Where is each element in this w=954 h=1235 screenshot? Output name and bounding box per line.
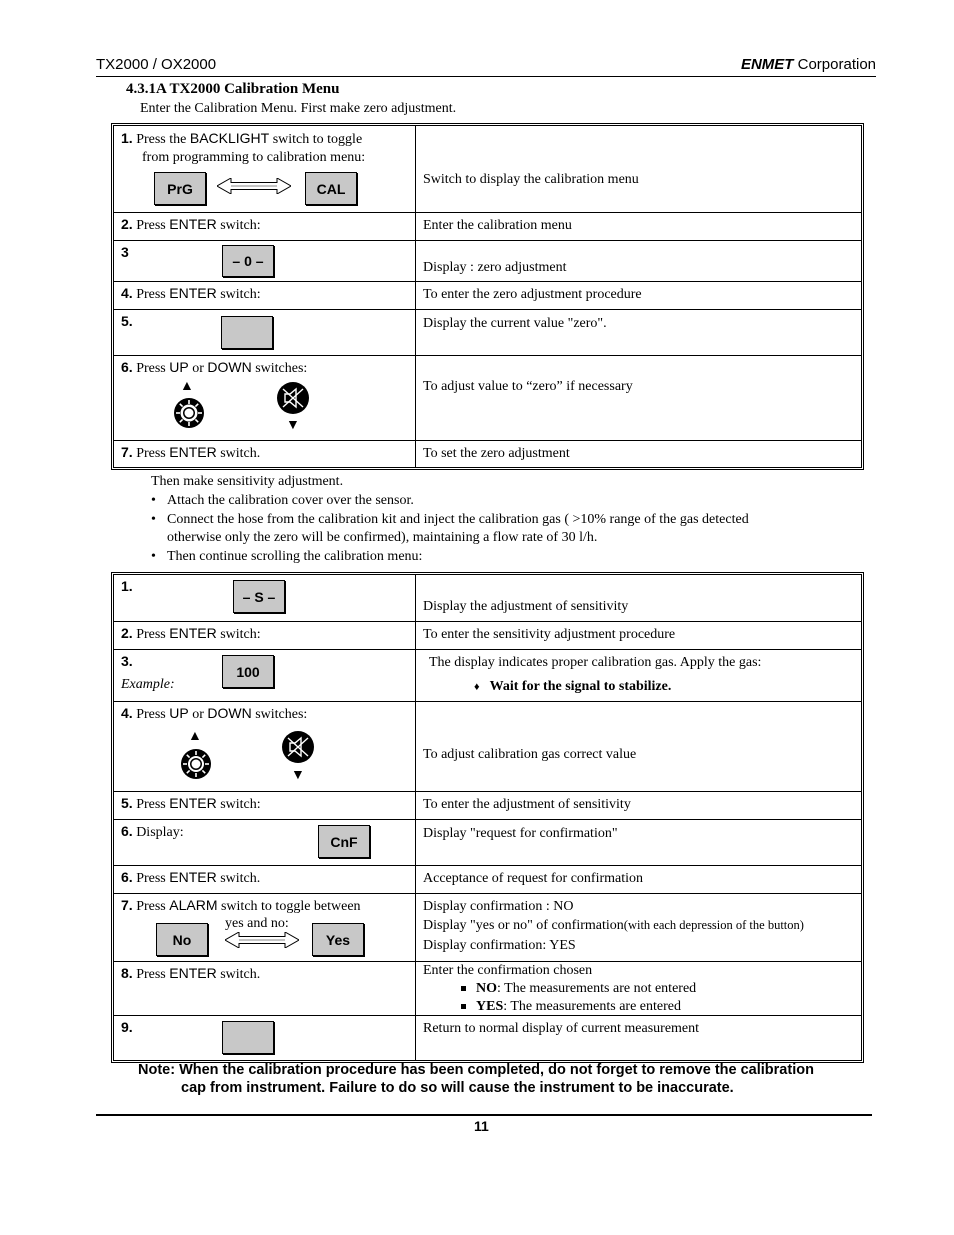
display-yes: Yes <box>312 923 364 956</box>
step-description: To adjust value to “zero” if necessary <box>423 379 633 394</box>
switch-name: ENTER <box>169 625 217 641</box>
table-row <box>114 865 861 894</box>
step-description: To enter the zero adjustment procedure <box>423 287 642 302</box>
backlight-sun-icon <box>180 748 212 780</box>
step-text: Press <box>132 967 170 982</box>
table-row <box>114 819 861 866</box>
switch-name: ENTER <box>169 285 217 301</box>
step-number: 3. <box>121 653 133 669</box>
note-line-1: Note: When the calibration procedure has been completed, do not forget to remove the calibration <box>138 1062 814 1078</box>
step-number: 8. <box>121 965 133 981</box>
step-text: Press <box>132 627 170 642</box>
display-blank <box>221 316 273 349</box>
footer-rule <box>96 1114 872 1116</box>
step-number: 1. <box>121 578 133 594</box>
step-text: Press the <box>132 132 190 147</box>
sensitivity-calibration-table <box>111 572 864 1063</box>
step-text: switch. <box>216 446 261 461</box>
switch-name: ENTER <box>169 444 217 460</box>
header-brand: ENMET <box>740 56 794 73</box>
step-description: The display indicates proper calibration gas. Apply the gas: <box>429 655 762 670</box>
step-text: switch to toggle between <box>217 899 361 914</box>
step-description: Enter the calibration menu <box>423 218 572 233</box>
list-item <box>461 999 681 1015</box>
up-arrow-icon: ▲ <box>188 729 202 744</box>
table-row <box>114 355 861 441</box>
zero-calibration-table <box>111 123 864 470</box>
table-row <box>114 791 861 820</box>
switch-name: ENTER <box>169 795 217 811</box>
step-text: Press <box>132 871 170 886</box>
switch-name: DOWN <box>207 705 252 721</box>
step-text: switch. <box>216 967 261 982</box>
step-number: 7. <box>121 444 133 460</box>
step-text: Press <box>132 707 170 722</box>
step-description: To enter the adjustment of sensitivity <box>423 797 631 812</box>
switch-name: DOWN <box>207 359 252 375</box>
note-line-2: cap from instrument. Failure to do so will cause the instrument to be inaccurate. <box>181 1080 734 1096</box>
switch-name: ENTER <box>169 216 217 232</box>
header-company <box>741 56 876 73</box>
step-number: 4. <box>121 705 133 721</box>
step-text: switch: <box>216 287 261 302</box>
up-arrow-icon: ▲ <box>180 379 194 394</box>
step-text: from programming to calibration menu: <box>142 150 366 165</box>
table-row <box>114 281 861 310</box>
table-row <box>114 701 861 792</box>
step-text: or <box>188 707 208 722</box>
step-description: Switch to display the calibration menu <box>423 172 639 187</box>
step-number: 7. <box>121 897 133 913</box>
down-arrow-icon: ▼ <box>291 768 305 783</box>
step-text: switches: <box>251 707 308 722</box>
step-description <box>423 918 804 934</box>
display-blank <box>222 1021 274 1054</box>
step-description-main: Display "yes or no" of confirmation <box>423 918 624 933</box>
step-number: 5. <box>121 795 133 811</box>
step-text: Display: <box>132 825 184 840</box>
table-row <box>114 893 861 962</box>
display-s: – S – <box>233 580 285 613</box>
alarm-mute-icon <box>276 381 310 415</box>
step-number: 5. <box>121 313 133 329</box>
table-row <box>114 240 861 282</box>
step-number: 2. <box>121 625 133 641</box>
alarm-mute-icon <box>281 730 315 764</box>
display-cal: CAL <box>305 172 357 205</box>
switch-name: UP <box>169 359 189 375</box>
header-model: TX2000 / OX2000 <box>96 56 217 73</box>
step-text: switch. <box>216 871 261 886</box>
step-description: Enter the confirmation chosen <box>423 963 593 978</box>
step-text: switch: <box>216 797 261 812</box>
section-intro: Enter the Calibration Menu. First make zero adjustment. <box>140 101 457 116</box>
step-description: To set the zero adjustment <box>423 446 570 461</box>
list-item-text: Wait for the signal to stabilize. <box>489 679 672 694</box>
list-item: ♦ Wait for the signal to stabilize. <box>474 679 672 694</box>
step-description: Display confirmation : NO <box>423 899 574 914</box>
list-item-text: : The measurements are not entered <box>497 981 697 996</box>
step-number: 6. <box>121 823 133 839</box>
step-description: Acceptance of request for confirmation <box>423 871 644 886</box>
display-100: 100 <box>222 655 274 688</box>
step-text: Press <box>132 899 170 914</box>
list-item-text: Attach the calibration cover over the sensor. <box>167 493 414 508</box>
step-description: Return to normal display of current measurement <box>423 1021 700 1036</box>
down-arrow-icon: ▼ <box>286 418 300 433</box>
display-no: No <box>156 923 208 956</box>
example-label: Example: <box>121 677 175 692</box>
step-number: 6. <box>121 869 133 885</box>
header-company-rest: Corporation <box>793 56 876 73</box>
step-number: 9. <box>121 1019 133 1035</box>
list-item-text: Connect the hose from the calibration kit and inject the calibration gas ( >10% range of the gas detected <box>167 512 749 527</box>
display-cnf: CnF <box>318 825 370 858</box>
step-description: Display the adjustment of sensitivity <box>423 599 629 614</box>
step-text: switches: <box>251 361 308 376</box>
step-description: Display "request for confirmation" <box>423 826 618 841</box>
step-text: switch: <box>216 218 261 233</box>
list-item-text: : The measurements are entered <box>503 999 682 1014</box>
table-row <box>114 309 861 356</box>
table-row <box>114 621 861 650</box>
step-description: Display confirmation: YES <box>423 938 576 953</box>
step-text: Press <box>132 446 170 461</box>
step-text: Press <box>132 218 170 233</box>
step-description: To enter the sensitivity adjustment procedure <box>423 627 676 642</box>
step-text: switch to toggle <box>269 132 363 147</box>
switch-name: ALARM <box>169 897 218 913</box>
header-rule <box>96 76 876 77</box>
toggle-arrow-icon <box>225 932 299 948</box>
step-number: 2. <box>121 216 133 232</box>
step-text: yes and no: <box>225 916 289 931</box>
list-item <box>461 981 696 997</box>
sensitivity-lead: Then make sensitivity adjustment. <box>151 474 344 489</box>
table-row <box>114 649 861 702</box>
step-number: 3 <box>121 244 129 260</box>
backlight-sun-icon <box>173 397 205 429</box>
table-row <box>114 212 861 241</box>
step-text: Press <box>132 361 170 376</box>
step-text: Press <box>132 287 170 302</box>
step-text: Press <box>132 797 170 812</box>
step-description-note: (with each depression of the button) <box>623 918 804 932</box>
step-text: or <box>188 361 208 376</box>
display-prg: PrG <box>154 172 206 205</box>
switch-name: BACKLIGHT <box>189 130 270 146</box>
step-number: 4. <box>121 285 133 301</box>
option-no: NO <box>476 981 497 996</box>
table-row <box>114 1015 861 1061</box>
toggle-arrow-icon <box>217 178 291 194</box>
display-zero: – 0 – <box>222 245 274 277</box>
table-row <box>114 440 861 468</box>
table-row <box>114 575 861 621</box>
step-description: Display : zero adjustment <box>423 260 567 275</box>
step-number: 6. <box>121 359 133 375</box>
table-row <box>114 126 861 212</box>
step-description: To adjust calibration gas correct value <box>423 747 637 762</box>
step-number: 1. <box>121 130 133 146</box>
step-text: switch: <box>216 627 261 642</box>
list-item-text: otherwise only the zero will be confirmed), maintaining a flow rate of 30 l/h. <box>167 530 598 545</box>
table-row <box>114 961 861 1016</box>
section-title: 4.3.1A TX2000 Calibration Menu <box>126 81 340 97</box>
page-number: 11 <box>474 1118 489 1134</box>
switch-name: UP <box>169 705 189 721</box>
list-item-text: Then continue scrolling the calibration menu: <box>167 549 423 564</box>
step-description: Display the current value "zero". <box>423 316 607 331</box>
switch-name: ENTER <box>169 869 217 885</box>
option-yes: YES <box>476 999 504 1014</box>
switch-name: ENTER <box>169 965 217 981</box>
